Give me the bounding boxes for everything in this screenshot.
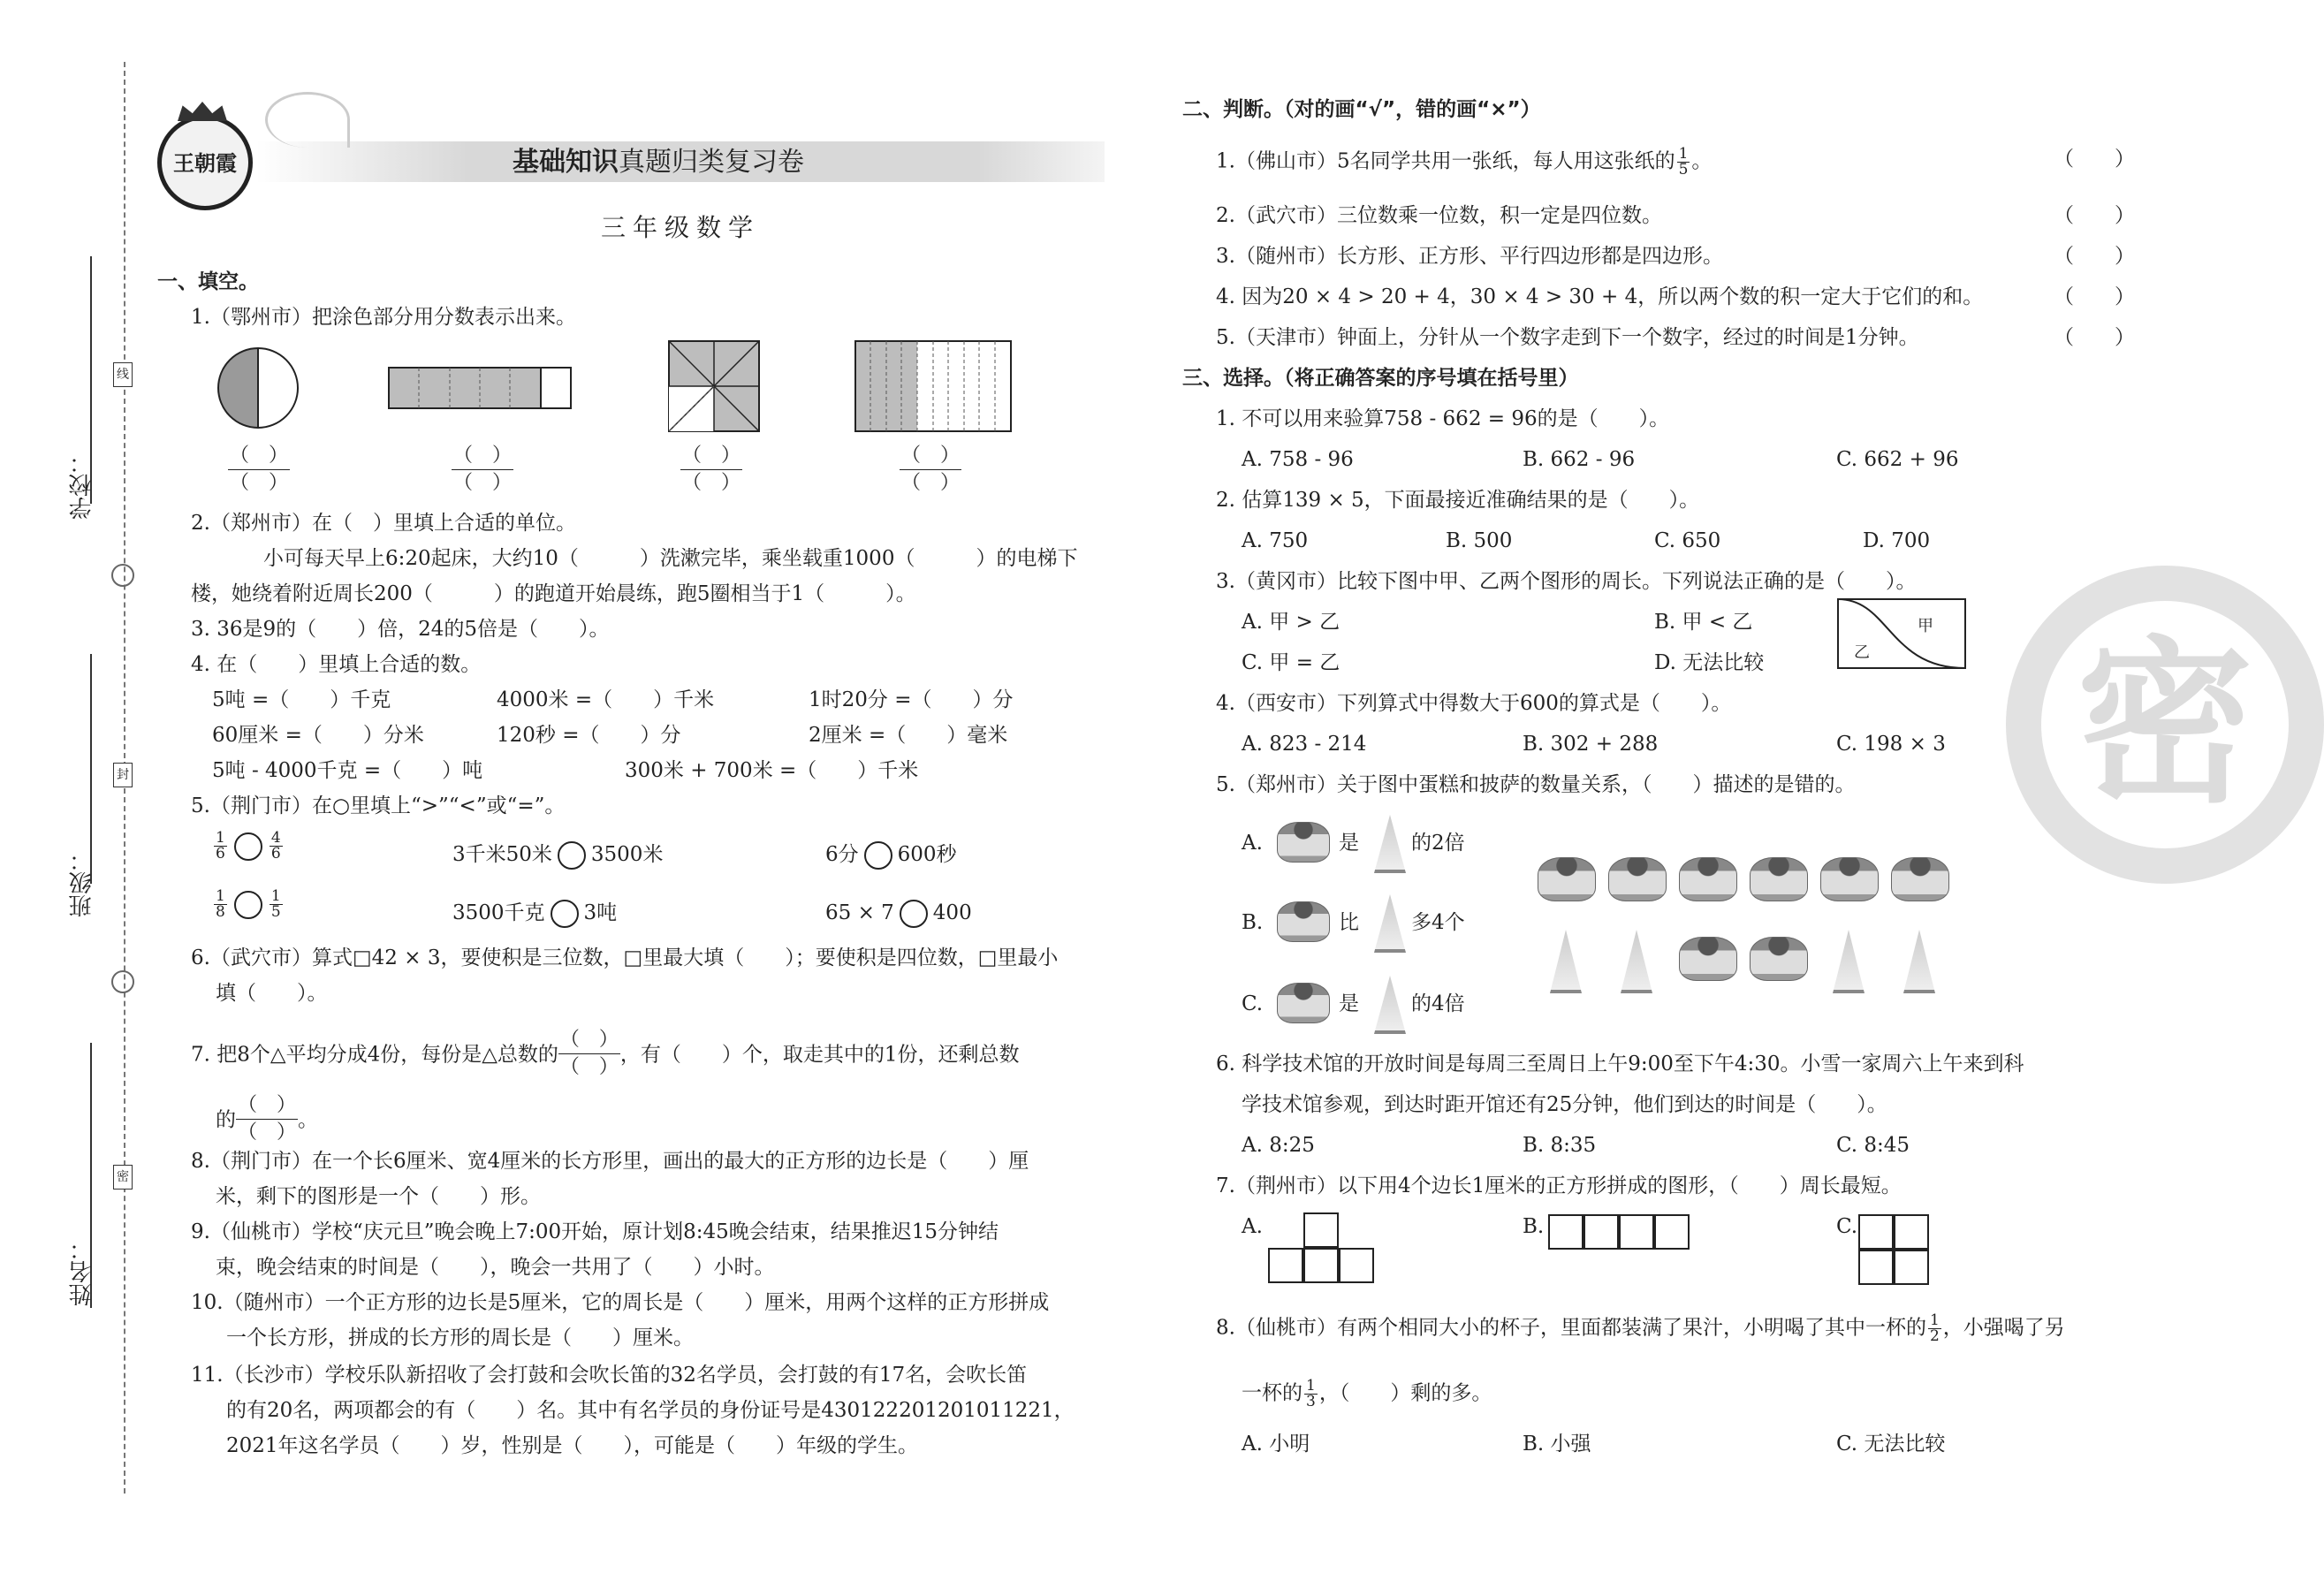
judge-answer[interactable]: （ ） [2054, 245, 2135, 268]
judge-1: 1.（佛山市）5名同学共用一张纸，每人用这张纸的 $\frac{1}{5}$ 。 （ ） [1216, 145, 2135, 179]
cake-icon [1679, 937, 1737, 981]
tag-line: 线 [113, 362, 133, 387]
q8-line1: 8.（荆门市）在一个长6厘米、宽4厘米的长方形里，画出的最大的正方形的边长是（ ）厘 [191, 1150, 1029, 1173]
label-jia: 甲 [1918, 617, 1933, 635]
compare-circle[interactable] [234, 832, 262, 861]
judge-answer[interactable]: （ ） [2054, 326, 2135, 349]
choice-option: B. [1523, 1215, 1545, 1238]
square-triangles-figure [669, 341, 759, 431]
choice-6-line1: 6. 科学技术馆的开放时间是每周三至周日上午9:00至下午4:30。小雪一家周六上午来到科 [1216, 1053, 2024, 1076]
choice-option: B. 662 - 96 [1523, 448, 1636, 471]
choice-option: B. 500 [1446, 529, 1513, 552]
choice-option: C. 无法比较 [1836, 1433, 1946, 1456]
cake-icon [1820, 857, 1879, 901]
q4-item: 300米 + 700米 =（ ）千米 [625, 759, 919, 782]
binding-hole-icon [111, 564, 134, 587]
logo-text: 王朝霞 [173, 150, 237, 176]
q4-item: 5吨 - 4000千克 =（ ）吨 [212, 759, 483, 782]
choice-option: B. 甲 < 乙 [1654, 611, 1753, 634]
cake-icon [1277, 822, 1330, 863]
q5-compare: $\frac{1}{8}$ $\frac{1}{5}$ [216, 887, 281, 921]
choice-6-line2: 学技术馆参观，到达时距开馆还有25分钟，他们到达的时间是（ ）。 [1242, 1093, 1887, 1116]
answer-fraction-3[interactable]: （ ） （ ） [681, 445, 740, 494]
q4-item: 5吨 =（ ）千克 [212, 688, 391, 711]
q4-text: 4. 在（ ）里填上合适的数。 [191, 653, 482, 676]
judge-answer[interactable]: （ ） [2054, 148, 2135, 171]
answer-fraction[interactable]: $\frac{( )}{( )}$ [237, 1094, 296, 1144]
grid-strips-figure [855, 341, 1011, 431]
judge-3: 3.（随州市）长方形、正方形、平行四边形都是四边形。 （ ） [1216, 245, 2135, 268]
compare-circle[interactable] [900, 900, 928, 928]
compare-circle[interactable] [551, 900, 579, 928]
pizza-icon [1374, 976, 1406, 1034]
q7-line2: 的$\frac{( )}{( )}$。 [216, 1094, 318, 1144]
subtitle: 三年级数学 [601, 213, 761, 242]
q5-text: 5.（荆门市）在○里填上“>”“<”或“=”。 [191, 794, 566, 817]
pizza-icon [1621, 930, 1652, 993]
q2-line1: 小可每天早上6:20起床，大约10（ ）洗漱完毕，乘坐载重1000（ ）的电梯下 [263, 547, 1078, 570]
choice-option: A. 823 - 214 [1242, 733, 1367, 756]
choice-7: 7.（荆州市）以下用4个边长1厘米的正方形拼成的图形，（ ）周长最短。 [1216, 1174, 1902, 1197]
cake-icon [1277, 901, 1330, 942]
choice-option: A. [1242, 1215, 1263, 1238]
pizza-icon [1550, 930, 1582, 993]
q4-item: 4000米 =（ ）千米 [497, 688, 715, 711]
answer-fraction-1[interactable]: （ ） （ ） [229, 445, 288, 494]
cake-icon [1750, 937, 1808, 981]
q7-line1: 7. 把8个△平均分成4份，每份是△总数的$\frac{( )}{( )}$，有（ ）个，取走其中的1份，还剩总数 [191, 1029, 1020, 1078]
choice-option: A. 758 - 96 [1242, 448, 1354, 471]
q4-item: 120秒 =（ ）分 [497, 724, 681, 747]
logo-badge [157, 115, 253, 210]
q9-line1: 9.（仙桃市）学校“庆元旦”晚会晚上7:00开始，原计划8:45晚会结束，结果推迟15分钟结 [191, 1220, 999, 1243]
q5-compare: 3千米50米 3500米 [452, 841, 663, 870]
q10-line2: 一个长方形，拼成的长方形的周长是（ ）厘米。 [226, 1326, 694, 1349]
pizza-icon [1374, 815, 1406, 873]
answer-fraction[interactable]: $\frac{( )}{( )}$ [559, 1029, 619, 1078]
q1-text: 1.（鄂州市）把涂色部分用分数表示出来。 [191, 306, 576, 329]
q6-line2: 填（ ）。 [216, 982, 328, 1005]
choice-option: B. 小强 [1523, 1433, 1591, 1456]
q1-figures [203, 336, 1052, 442]
choice-option: D. 700 [1863, 529, 1931, 552]
half-circle-figure [218, 348, 298, 428]
title-rest: 真题归类复习卷 [619, 147, 804, 178]
school-label: 学校： [69, 451, 95, 520]
choice-3: 3.（黄冈市）比较下图中甲、乙两个图形的周长。下列说法正确的是（ ）。 [1216, 570, 1917, 593]
section-3-heading: 三、选择。（将正确答案的序号填在括号里） [1182, 367, 1579, 390]
judge-4: 4. 因为20 × 4 > 20 + 4，30 × 4 > 30 + 4，所以两个数的积一定大于它们的和。 （ ） [1216, 285, 2135, 308]
cake-icon [1608, 857, 1667, 901]
section-2-heading: 二、判断。（对的画“√”，错的画“×”） [1182, 98, 1541, 121]
choice-8-line1: 8.（仙桃市）有两个相同大小的杯子，里面都装满了果汁，小明喝了其中一杯的 $\frac{1}{2}$ ，小强喝了另 [1216, 1311, 2065, 1345]
choice-option: A. 8:25 [1242, 1134, 1315, 1157]
title-bold: 基础知识 [513, 147, 619, 178]
class-label: 班级： [69, 848, 95, 917]
q11-line1: 11.（长沙市）学校乐队新招收了会打鼓和会吹长笛的32名学员，会打鼓的有17名，会吹长笛 [191, 1364, 1028, 1387]
q2-text: 2.（郑州市）在（ ）里填上合适的单位。 [191, 512, 576, 535]
judge-2: 2.（武穴市）三位数乘一位数，积一定是四位数。 （ ） [1216, 204, 2135, 227]
choice-option: A. 甲 > 乙 [1242, 611, 1340, 634]
pizza-icon [1833, 930, 1865, 993]
q4-item: 1时20分 =（ ）分 [809, 688, 1014, 711]
answer-fraction-2[interactable]: （ ） （ ） [452, 445, 512, 494]
choice-option: B. 302 + 288 [1523, 733, 1659, 756]
choice-option: B. 8:35 [1523, 1134, 1597, 1157]
section-1-heading: 一、填空。 [157, 270, 259, 293]
q5-compare: 65 × 7 400 [825, 900, 972, 928]
name-label: 姓名： [69, 1237, 95, 1306]
compare-circle[interactable] [558, 841, 586, 870]
choice-5: 5.（郑州市）关于图中蛋糕和披萨的数量关系，（ ）描述的是错的。 [1216, 773, 1856, 796]
choice-option: A. 750 [1242, 529, 1309, 552]
cake-icon [1891, 857, 1949, 901]
binding-hole-icon [111, 970, 134, 993]
judge-answer[interactable]: （ ） [2054, 204, 2135, 227]
choice-option: A. 小明 [1242, 1433, 1310, 1456]
tag-seal: 封 [113, 763, 133, 787]
tag-secret: 密 [113, 1165, 133, 1190]
c5-picture [1538, 848, 1944, 1007]
choice-2: 2. 估算139 × 5，下面最接近准确结果的是（ ）。 [1216, 489, 1700, 512]
cake-icon [1750, 857, 1808, 901]
page-title [513, 147, 804, 179]
choice-option: C. 662 + 96 [1836, 448, 1959, 471]
q5-compare: 6分 600秒 [825, 841, 957, 870]
ribbon-decoration [265, 92, 350, 148]
q5-compare: 3500千克 3吨 [452, 900, 617, 928]
q2-line2: 楼，她绕着附近周长200（ ）的跑道开始晨练，跑5圈相当于1（ ）。 [191, 582, 916, 605]
choice-8-line2: 一杯的 $\frac{1}{3}$ ，（ ）剩的多。 [1242, 1377, 1492, 1410]
choice-4: 4.（西安市）下列算式中得数大于600的算式是（ ）。 [1216, 692, 1732, 715]
crown-icon [178, 102, 227, 121]
q11-line3: 2021年这名学员（ ）岁，性别是（ ），可能是（ ）年级的学生。 [226, 1434, 919, 1457]
cake-icon [1277, 983, 1330, 1023]
choice-1: 1. 不可以用来验算758 - 662 = 96的是（ ）。 [1216, 407, 1670, 430]
q8-line2: 米，剩下的图形是一个（ ）形。 [216, 1185, 541, 1208]
answer-fraction-4[interactable]: （ ） （ ） [900, 445, 960, 494]
choice-option: C. 8:45 [1836, 1134, 1910, 1157]
q6-line1: 6.（武穴市）算式□42 × 3，要使积是三位数，□里最大填（ ）；要使积是四位数，□里最小 [191, 946, 1059, 969]
compare-circle[interactable] [864, 841, 892, 870]
q4-item: 60厘米 =（ ）分米 [212, 724, 424, 747]
cake-icon [1538, 857, 1596, 901]
strip-figure [389, 368, 571, 408]
judge-5: 5.（天津市）钟面上，分针从一个数字走到下一个数字，经过的时间是1分钟。 （ ） [1216, 326, 2135, 349]
cake-icon [1679, 857, 1737, 901]
pizza-icon [1374, 894, 1406, 953]
pizza-icon [1903, 930, 1935, 993]
choice-option: D. 无法比较 [1654, 651, 1765, 674]
q11-line2: 的有20名，两项都会的有（ ）名。其中有名学员的身份证号是430122201201011221， [226, 1399, 1075, 1422]
choice-option: C. [1836, 1215, 1858, 1238]
judge-answer[interactable]: （ ） [2054, 285, 2135, 308]
choice-option: C. 650 [1654, 529, 1721, 552]
q4-item: 2厘米 =（ ）毫米 [809, 724, 1008, 747]
compare-circle[interactable] [234, 891, 262, 919]
choice-option: C. 甲 = 乙 [1242, 651, 1340, 674]
q3-text: 3. 36是9的（ ）倍，24的5倍是（ ）。 [191, 618, 610, 641]
q10-line1: 10.（随州市）一个正方形的边长是5厘米，它的周长是（ ）厘米，用两个这样的正方形拼成 [191, 1291, 1050, 1314]
q5-compare: $\frac{1}{6}$ $\frac{4}{6}$ [216, 829, 281, 863]
q9-line2: 束，晚会结束的时间是（ ），晚会一共用了（ ）小时。 [216, 1256, 775, 1279]
secret-stamp: 密 [2006, 566, 2324, 884]
label-yi: 乙 [1854, 643, 1870, 662]
choice-option: C. 198 × 3 [1836, 733, 1946, 756]
